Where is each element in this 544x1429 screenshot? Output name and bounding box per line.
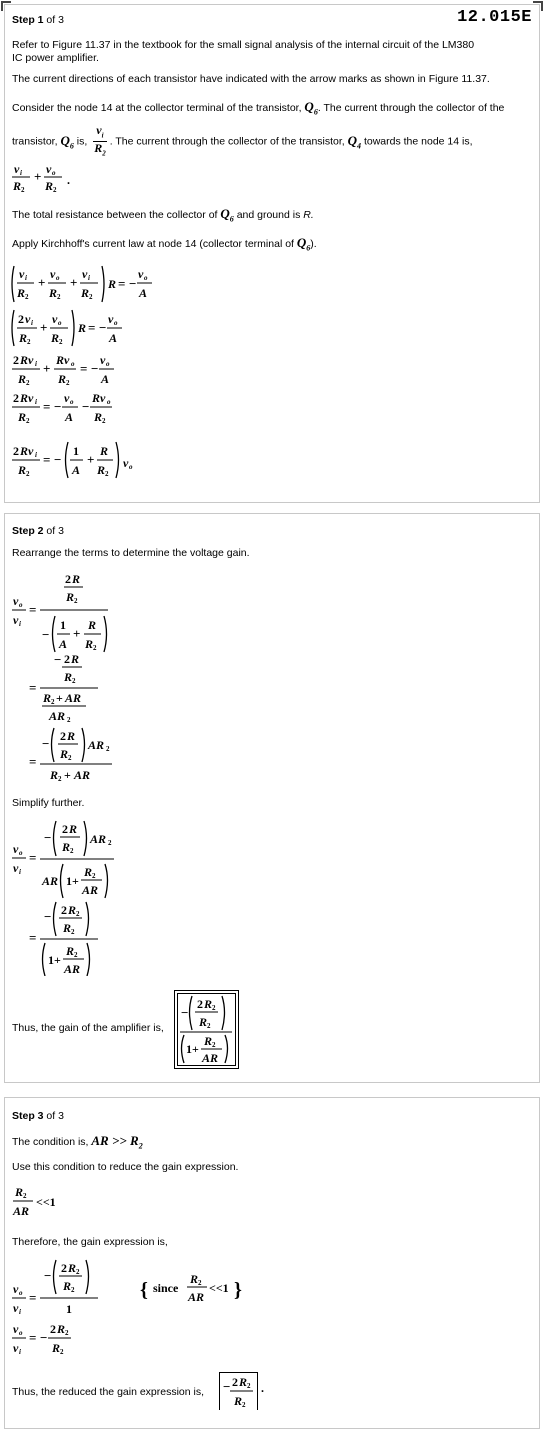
svg-text:R: R [49, 286, 58, 300]
gain-result-box [174, 990, 244, 1070]
svg-text:R: R [66, 590, 75, 604]
svg-text:AR: AR [88, 738, 105, 752]
svg-text:.: . [261, 1381, 264, 1395]
svg-text:R: R [94, 410, 103, 424]
svg-text:1+: 1+ [66, 874, 79, 888]
svg-text:1: 1 [73, 444, 79, 458]
svg-text:=: = [29, 1290, 37, 1305]
svg-text:2: 2 [60, 1348, 64, 1356]
step-1-title: Step 1 of 3 [12, 14, 64, 26]
svg-text:v: v [25, 312, 31, 326]
svg-text:R: R [15, 1185, 24, 1199]
svg-text:=: = [88, 320, 96, 335]
svg-text:i: i [19, 1348, 21, 1356]
svg-text:R: R [78, 321, 87, 335]
svg-text:−: − [223, 1379, 231, 1394]
svg-text:=: = [29, 850, 37, 865]
svg-text:2: 2 [108, 839, 112, 847]
svg-text:2: 2 [76, 910, 80, 918]
svg-text:v: v [82, 267, 88, 281]
svg-text:R: R [63, 921, 72, 935]
svg-text:R: R [204, 997, 213, 1011]
svg-text:o: o [106, 360, 110, 368]
svg-text:A: A [109, 331, 118, 345]
svg-text:R: R [18, 463, 27, 477]
svg-text:2: 2 [27, 338, 31, 346]
svg-text:=: = [80, 361, 88, 376]
svg-text:o: o [19, 1289, 23, 1297]
svg-text:2: 2 [247, 1382, 251, 1390]
svg-text:i: i [35, 451, 37, 459]
svg-text:R: R [66, 944, 75, 958]
step-3-paragraph-1: The condition is, AR >> $R_2$ [12, 1133, 143, 1151]
svg-text:AR: AR [42, 874, 59, 888]
svg-text:A: A [72, 463, 81, 477]
svg-text:R: R [84, 865, 93, 879]
svg-text:+: + [73, 626, 81, 641]
svg-text:o: o [70, 398, 74, 406]
svg-text:o: o [129, 463, 133, 471]
svg-text:R: R [17, 286, 26, 300]
svg-text:+: + [70, 275, 78, 290]
svg-text:}: } [234, 1279, 242, 1301]
svg-text:R: R [58, 372, 67, 386]
svg-text:R: R [199, 1015, 208, 1029]
svg-text:2: 2 [23, 1192, 27, 1200]
svg-text:1+: 1+ [48, 953, 61, 967]
svg-text:i: i [19, 868, 21, 876]
svg-text:2: 2 [67, 716, 71, 724]
reduced-gain-derivation [10, 1256, 270, 1362]
svg-text:R: R [71, 652, 80, 666]
svg-text:2: 2 [71, 928, 75, 936]
svg-text:i: i [31, 319, 33, 327]
step-2-paragraph-1: Rearrange the terms to determine the voltage gain. [12, 547, 250, 559]
step-1-paragraph-3: Consider the node 14 at the collector terminal of the transistor, $Q_6$. The current through the collector of the [12, 99, 505, 117]
svg-text:v: v [13, 594, 19, 608]
step-2-title: Step 2 of 3 [12, 525, 64, 537]
step-2-paragraph-2: Simplify further. [12, 797, 85, 809]
svg-text:R: R [100, 444, 109, 458]
svg-text:R: R [204, 1034, 213, 1048]
svg-text:2: 2 [13, 444, 19, 458]
svg-text:v: v [13, 613, 19, 627]
svg-text:2: 2 [13, 391, 19, 405]
svg-text:−: − [44, 909, 52, 924]
svg-text:+: + [40, 320, 48, 335]
svg-text:Rv: Rv [20, 353, 34, 367]
svg-text:Rv: Rv [56, 353, 70, 367]
svg-text:v: v [13, 842, 19, 856]
svg-text:=: = [43, 452, 51, 467]
svg-text:2: 2 [105, 470, 109, 478]
svg-text:o: o [19, 1329, 23, 1337]
svg-text:2: 2 [74, 597, 78, 605]
svg-text:2: 2 [57, 293, 61, 301]
svg-text:2: 2 [76, 1268, 80, 1276]
svg-text:−: − [82, 399, 90, 414]
svg-text:R: R [69, 822, 78, 836]
svg-text:=: = [118, 276, 126, 291]
svg-text:2: 2 [106, 745, 110, 753]
svg-text:v: v [64, 391, 70, 405]
svg-text:R: R [234, 1394, 243, 1408]
svg-text:2: 2 [61, 1261, 67, 1275]
q4-symbol: $Q_4$ [347, 132, 362, 151]
svg-text:v: v [123, 456, 129, 470]
svg-text:2: 2 [21, 186, 25, 194]
svg-text:R: R [60, 747, 69, 761]
svg-text:−: − [54, 452, 62, 467]
step-1-paragraph-5: The total resistance between the collector of $Q_6$ and ground is R. [12, 206, 314, 224]
svg-text:i: i [19, 1308, 21, 1316]
step-3-paragraph-4: Thus, the reduced the gain expression is, [12, 1386, 205, 1398]
svg-text:<<1: <<1 [36, 1195, 56, 1209]
svg-text:2: 2 [53, 186, 57, 194]
svg-text:i: i [35, 398, 37, 406]
step-3-paragraph-2: Use this condition to reduce the gain expression. [12, 1161, 239, 1173]
q6-symbol: $Q_6$ [304, 99, 318, 117]
svg-text:R: R [19, 331, 28, 345]
svg-text:−: − [44, 830, 52, 845]
svg-text:2: 2 [26, 379, 30, 387]
gain-simplified [10, 816, 210, 976]
svg-text:i: i [19, 620, 21, 628]
svg-text:R: R [18, 410, 27, 424]
svg-text:=: = [29, 930, 37, 945]
svg-text:v: v [13, 1322, 19, 1336]
svg-text:−: − [42, 627, 50, 642]
svg-text:i: i [25, 274, 27, 282]
svg-text:2: 2 [65, 572, 71, 586]
svg-text:−: − [181, 1005, 189, 1020]
svg-text:R: R [64, 670, 73, 684]
svg-text:v: v [46, 162, 52, 176]
svg-text:v: v [100, 353, 106, 367]
svg-text:2: 2 [26, 470, 30, 478]
svg-text:R: R [52, 1341, 61, 1355]
svg-text:v: v [50, 267, 56, 281]
svg-text:+: + [56, 691, 63, 705]
svg-text:o: o [56, 274, 60, 282]
svg-text:AR: AR [64, 962, 81, 976]
svg-text:2: 2 [70, 847, 74, 855]
svg-text:Rv: Rv [92, 391, 106, 405]
svg-text:R: R [108, 277, 117, 291]
svg-text:o: o [52, 169, 56, 177]
svg-text:R: R [45, 179, 54, 193]
svg-text:2: 2 [64, 652, 70, 666]
svg-text:v: v [14, 162, 20, 176]
equation-current-q4 [12, 160, 92, 194]
svg-text:R: R [43, 691, 52, 705]
kcl-equations [10, 262, 210, 492]
svg-text:+: + [38, 275, 46, 290]
svg-text:R: R [68, 903, 77, 917]
svg-text:A: A [59, 637, 68, 651]
svg-text:2: 2 [61, 903, 67, 917]
svg-text:A: A [101, 372, 110, 386]
current-fraction: $\frac{v_i}{R_2}$ [94, 123, 106, 158]
svg-text:=: = [43, 399, 51, 414]
svg-text:R: R [85, 637, 94, 651]
svg-text:1+: 1+ [186, 1042, 199, 1056]
svg-text:o: o [144, 274, 148, 282]
svg-text:v: v [19, 267, 25, 281]
svg-text:v: v [13, 861, 19, 875]
svg-text:=: = [29, 754, 37, 769]
svg-text:2: 2 [93, 644, 97, 652]
svg-text:v: v [13, 1301, 19, 1315]
step-3-title: Step 3 of 3 [12, 1110, 64, 1122]
svg-text:R: R [67, 729, 76, 743]
svg-text:+: + [34, 169, 42, 184]
svg-text:R: R [50, 768, 59, 782]
svg-text:o: o [58, 319, 62, 327]
svg-text:Rv: Rv [20, 391, 34, 405]
q6-symbol: $Q_6$ [296, 235, 311, 253]
svg-text:+: + [87, 452, 95, 467]
svg-text:2: 2 [212, 1004, 216, 1012]
svg-text:R: R [68, 1261, 77, 1275]
svg-text:−: − [54, 399, 62, 414]
svg-text:2: 2 [18, 312, 24, 326]
svg-text:A: A [65, 410, 74, 424]
svg-text:R: R [88, 618, 97, 632]
svg-text:2: 2 [89, 293, 93, 301]
svg-text:2: 2 [92, 872, 96, 880]
svg-text:i: i [35, 360, 37, 368]
svg-text:2: 2 [207, 1022, 211, 1030]
step-1-paragraph-2: The current directions of each transistor have indicated with the arrow marks as shown in Figure 11.37. [12, 73, 490, 85]
svg-text:=: = [29, 680, 37, 695]
svg-text:2: 2 [232, 1375, 238, 1389]
svg-text:{: { [140, 1279, 148, 1301]
svg-text:−: − [99, 320, 107, 335]
svg-text:=: = [29, 1330, 37, 1345]
svg-text:2: 2 [65, 1329, 69, 1337]
svg-text:R: R [62, 840, 71, 854]
svg-text:AR: AR [65, 691, 82, 705]
svg-text:o: o [19, 601, 23, 609]
q6-symbol: $Q_6$ [60, 132, 74, 151]
svg-text:2: 2 [102, 417, 106, 425]
svg-text:o: o [19, 849, 23, 857]
svg-text:o: o [114, 319, 118, 327]
svg-text:o: o [71, 360, 75, 368]
reduced-gain-result-box [219, 1372, 269, 1410]
svg-text:Rv: Rv [20, 444, 34, 458]
svg-text:v: v [13, 1341, 19, 1355]
svg-text:v: v [108, 312, 114, 326]
svg-text:2: 2 [62, 822, 68, 836]
svg-text:2: 2 [58, 775, 62, 783]
svg-text:2: 2 [242, 1401, 246, 1409]
svg-text:AR: AR [188, 1290, 205, 1304]
svg-text:1: 1 [66, 1302, 72, 1316]
svg-text:AR: AR [49, 709, 66, 723]
svg-text:since: since [153, 1281, 179, 1295]
svg-text:2: 2 [212, 1041, 216, 1049]
svg-text:i: i [88, 274, 90, 282]
problem-number-badge: 12.015E [457, 8, 532, 27]
svg-text:2: 2 [197, 997, 203, 1011]
condition-inequality [12, 1182, 92, 1222]
svg-text:AR: AR [13, 1204, 30, 1218]
svg-text:2: 2 [25, 293, 29, 301]
svg-text:1: 1 [60, 618, 66, 632]
step-2-paragraph-3: Thus, the gain of the amplifier is, [12, 1022, 164, 1034]
svg-text:v: v [52, 312, 58, 326]
svg-text:R: R [63, 1279, 72, 1293]
svg-text:2: 2 [59, 338, 63, 346]
svg-text:2: 2 [198, 1279, 202, 1287]
svg-text:R: R [97, 463, 106, 477]
svg-text:R: R [13, 179, 22, 193]
svg-text:2: 2 [13, 353, 19, 367]
step-1-paragraph-4: transistor, $Q_6$ is, $\frac{v_i}{R_2}$ . The current through the collector of the transistor, $Q_4$ towards the node 14 is, [12, 123, 473, 158]
svg-text:A: A [139, 286, 148, 300]
svg-text:v: v [138, 267, 144, 281]
svg-text:AR: AR [82, 883, 99, 897]
gain-derivation [10, 568, 210, 788]
svg-text:v: v [13, 1282, 19, 1296]
svg-text:2: 2 [66, 379, 70, 387]
svg-text:=: = [29, 602, 37, 617]
svg-text:R: R [81, 286, 90, 300]
svg-text:R: R [190, 1272, 199, 1286]
step-3-paragraph-3: Therefore, the gain expression is, [12, 1236, 168, 1248]
svg-text:−: − [54, 652, 62, 667]
svg-text:−: − [42, 736, 50, 751]
step-1-paragraph-1: Refer to Figure 11.37 in the textbook for the small signal analysis of the internal circuit of the LM380 IC power amplifier. [12, 39, 475, 64]
svg-text:2: 2 [68, 754, 72, 762]
svg-text:−: − [91, 361, 99, 376]
svg-text:R: R [57, 1322, 66, 1336]
svg-text:R: R [239, 1375, 248, 1389]
svg-text:2: 2 [72, 677, 76, 685]
step-1-paragraph-6: Apply Kirchhoff's current law at node 14 (collector terminal of $Q_6$). [12, 235, 317, 253]
svg-text:2: 2 [60, 729, 66, 743]
svg-text:.: . [67, 173, 70, 187]
svg-text:2: 2 [71, 1286, 75, 1294]
svg-text:R: R [18, 372, 27, 386]
condition-expression: AR >> $R_2$ [91, 1133, 143, 1151]
svg-text:AR: AR [202, 1051, 219, 1065]
svg-text:−: − [40, 1330, 48, 1345]
svg-text:2: 2 [74, 951, 78, 959]
q6-symbol: $Q_6$ [220, 206, 234, 224]
svg-text:<<1: <<1 [209, 1281, 229, 1295]
svg-text:2: 2 [26, 417, 30, 425]
svg-text:2: 2 [51, 698, 55, 706]
svg-text:AR: AR [90, 832, 107, 846]
svg-text:+: + [43, 361, 51, 376]
svg-text:−: − [44, 1268, 52, 1283]
svg-text:AR: AR [74, 768, 91, 782]
svg-text:−: − [129, 276, 137, 291]
svg-text:2: 2 [50, 1322, 56, 1336]
svg-text:i: i [20, 169, 22, 177]
svg-text:R: R [51, 331, 60, 345]
svg-text:R: R [72, 572, 81, 586]
svg-text:+: + [64, 768, 71, 782]
svg-text:o: o [107, 398, 111, 406]
